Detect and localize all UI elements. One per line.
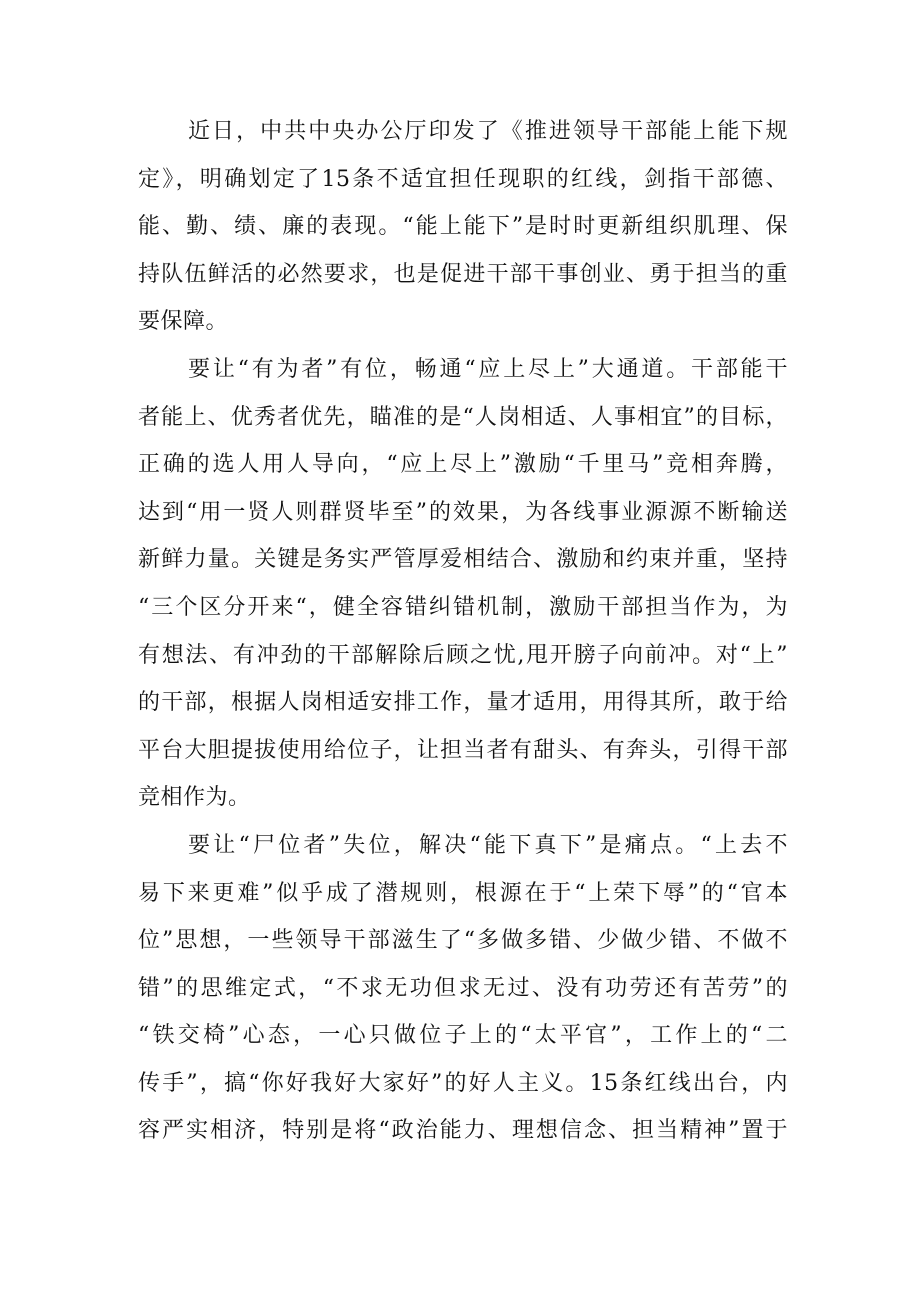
text-line: 要让“有为者”有位，畅通“应上尽上”大通道。干部能干 bbox=[188, 356, 788, 382]
paragraph-3 bbox=[138, 822, 788, 1155]
text-line: 竞相作为。 bbox=[138, 785, 251, 811]
text-line: 的干部，根据人岗相适安排工作，量才适用，用得其所，敢于给 bbox=[138, 690, 788, 716]
text-line: 错”的思维定式，“不求无功但求无过、没有功劳还有苦劳”的 bbox=[138, 975, 788, 1001]
paragraph-2 bbox=[138, 346, 788, 822]
text-line: 者能上、优秀者优先，瞄准的是“人岗相适、人事相宜”的目标， bbox=[138, 404, 788, 430]
text-line: 有想法、有冲劲的干部解除后顾之忧,甩开膀子向前冲。对“上” bbox=[138, 642, 788, 668]
text-line: 平台大胆提拔使用给位子，让担当者有甜头、有奔头，引得干部 bbox=[138, 737, 788, 763]
text-line: 位”思想，一些领导干部滋生了“多做多错、少做少错、不做不 bbox=[138, 928, 788, 954]
text-line: “铁交椅”心态，一心只做位子上的“太平官”，工作上的“二 bbox=[138, 1023, 788, 1049]
text-line: 近日，中共中央办公厅印发了《推进领导干部能上能下规 bbox=[188, 119, 788, 144]
text-line: 要让“尸位者”失位，解决“能下真下”是痛点。“上去不 bbox=[188, 832, 788, 858]
text-line: 新鲜力量。关键是务实严管厚爱相结合、激励和约束并重，坚持 bbox=[138, 547, 788, 573]
text-line: 传手”，搞“你好我好大家好”的好人主义。15条红线出台，内 bbox=[138, 1070, 788, 1096]
text-line: 易下来更难”似乎成了潜规则，根源在于“上荣下辱”的“官本 bbox=[138, 880, 788, 906]
document-body bbox=[138, 108, 788, 1155]
text-line: 正确的选人用人导向，“应上尽上”激励“千里马”竞相奔腾， bbox=[138, 452, 788, 478]
text-line: 定》，明确划定了15条不适宜担任现职的红线，剑指干部德、 bbox=[138, 166, 788, 192]
text-line: 要保障。 bbox=[138, 309, 229, 335]
text-line: 能、勤、绩、廉的表现。“能上能下”是时时更新组织肌理、保 bbox=[138, 214, 788, 240]
text-line: 达到“用一贤人则群贤毕至”的效果，为各线事业源源不断输送 bbox=[138, 499, 788, 525]
text-line: 容严实相济，特别是将“政治能力、理想信念、担当精神”置于 bbox=[138, 1118, 788, 1144]
paragraph-1 bbox=[138, 108, 788, 346]
text-line: 持队伍鲜活的必然要求，也是促进干部干事创业、勇于担当的重 bbox=[138, 261, 788, 287]
text-line: “三个区分开来“，健全容错纠错机制，激励干部担当作为，为 bbox=[138, 594, 788, 620]
